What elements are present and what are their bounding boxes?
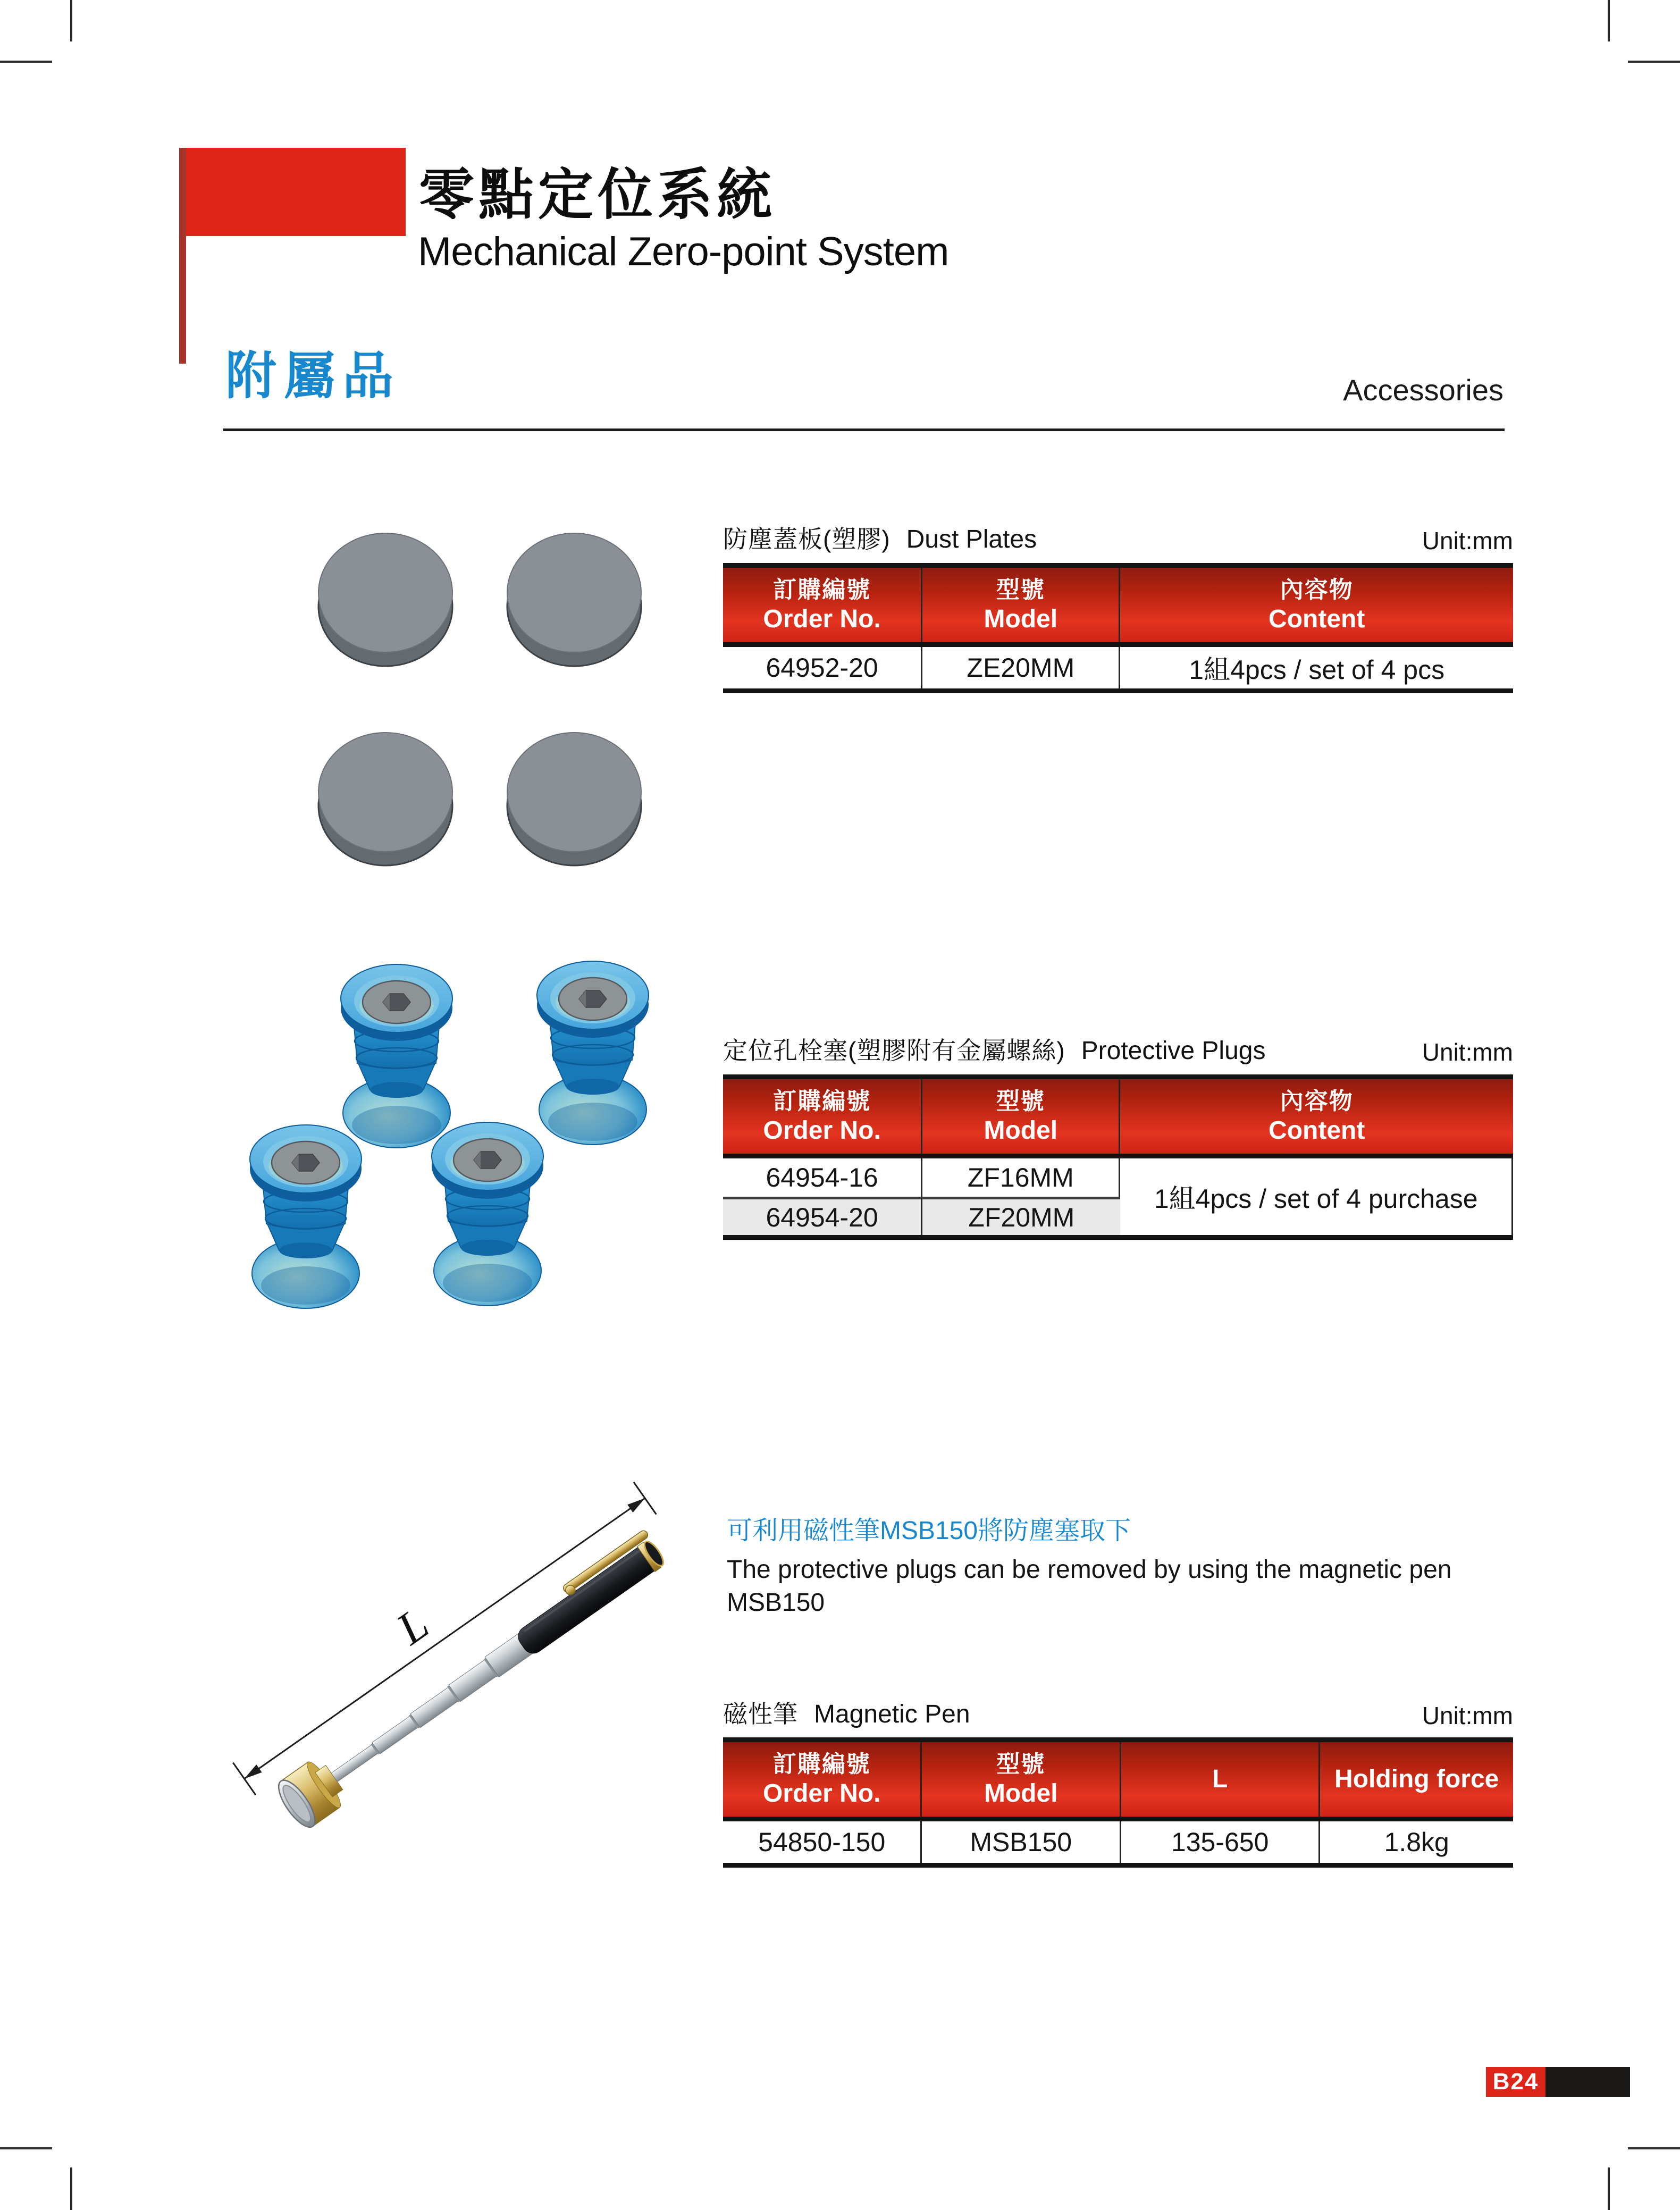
note-en-line2: MSB150 [727, 1589, 825, 1617]
note-zh: 可利用磁性筆MSB150將防塵塞取下 [727, 1517, 1131, 1545]
crop-mark-top-left-h [0, 61, 52, 63]
table1-title-en: Dust Plates [906, 525, 1037, 553]
table2-merged-content: 1組4pcs / set of 4 purchase [1120, 1158, 1513, 1235]
table3-unit-label: Unit:mm [1422, 1702, 1513, 1729]
note-en [727, 1553, 1451, 1619]
section-divider-rule [223, 428, 1505, 431]
red-flag-banner [186, 148, 406, 236]
table2-body [723, 1158, 1513, 1235]
table1-row [723, 647, 1513, 688]
crop-mark-top-right-v [1608, 0, 1610, 41]
table2-row2-order-no: 64954-20 [723, 1197, 922, 1235]
table2-row1-order-no: 64954-16 [723, 1158, 922, 1197]
table3-col-holding-force: Holding force [1334, 1765, 1499, 1793]
table3-col-length: L [1121, 1742, 1320, 1817]
section-heading-zh: 附屬品 [225, 348, 401, 405]
page-title-en: Mechanical Zero-point System [418, 229, 949, 274]
dust-plates-illustration [298, 505, 649, 877]
table2-col-order-no: 訂購編號 Order No. [723, 1079, 922, 1154]
table3-title-en: Magnetic Pen [814, 1700, 970, 1728]
table3-header [723, 1742, 1513, 1817]
table2-col-content: 內容物 Content [1269, 1088, 1365, 1145]
table3-col-model: 型號 Model [922, 1742, 1121, 1817]
table1-content: 1組4pcs / set of 4 pcs [1120, 647, 1513, 688]
crop-mark-top-right-h [1628, 61, 1680, 63]
table3-title-row [723, 1697, 1513, 1730]
table3-title-zh: 磁性筆 [723, 1700, 798, 1728]
table3-col-order-no: 訂購編號 Order No. [723, 1742, 922, 1817]
table3-row [723, 1821, 1513, 1863]
table-magnetic-pen [723, 1737, 1513, 1868]
page-number-badge-black-bar [1545, 2067, 1630, 2097]
table2-title-en: Protective Plugs [1081, 1037, 1266, 1065]
note-en-line1: The protective plugs can be removed by using the magnetic pen [727, 1556, 1452, 1584]
table2-row2-model: ZF20MM [922, 1197, 1120, 1235]
table3-order-no: 54850-150 [723, 1821, 922, 1863]
dimension-label: L [387, 1598, 438, 1654]
table2-col-model: 型號 Model [922, 1079, 1120, 1154]
table1-header [723, 568, 1513, 642]
section-heading-en: Accessories [1343, 373, 1503, 407]
magnetic-pen-illustration [223, 1478, 712, 1882]
crop-mark-bottom-left-v [70, 2167, 72, 2210]
page-number-badge: B24 [1486, 2067, 1545, 2097]
crop-mark-bottom-right-h [1628, 2147, 1680, 2149]
crop-mark-bottom-left-h [0, 2147, 52, 2149]
table1-col-order-no: 訂購編號 Order No. [723, 568, 922, 642]
table1-title-row [723, 522, 1513, 555]
table1-col-model: 型號 Model [922, 568, 1120, 642]
crop-mark-bottom-right-v [1608, 2167, 1610, 2210]
table2-unit-label: Unit:mm [1422, 1038, 1513, 1066]
table3-holding-force: 1.8kg [1320, 1821, 1513, 1863]
table1-title-zh: 防塵蓋板(塑膠) [723, 525, 891, 553]
table1-order-no: 64952-20 [723, 647, 922, 688]
table-protective-plugs [723, 1074, 1513, 1240]
table1-col-content: 內容物 Content [1269, 577, 1365, 633]
page-title-zh: 零點定位系統 [419, 164, 777, 226]
dimension-line [245, 1498, 645, 1779]
table3-model: MSB150 [922, 1821, 1121, 1863]
table2-title-zh: 定位孔栓塞(塑膠附有金屬螺絲) [723, 1037, 1065, 1064]
table2-title-row [723, 1033, 1513, 1066]
protective-plugs-illustration [234, 930, 675, 1318]
red-flag-pole [179, 148, 186, 364]
crop-mark-top-left-v [70, 0, 72, 41]
table1-model: ZE20MM [922, 647, 1120, 688]
table1-unit-label: Unit:mm [1422, 527, 1513, 554]
table3-length: 135-650 [1121, 1821, 1320, 1863]
table-dust-plates [723, 563, 1513, 693]
table2-header [723, 1079, 1513, 1154]
table2-row1-model: ZF16MM [922, 1158, 1120, 1197]
